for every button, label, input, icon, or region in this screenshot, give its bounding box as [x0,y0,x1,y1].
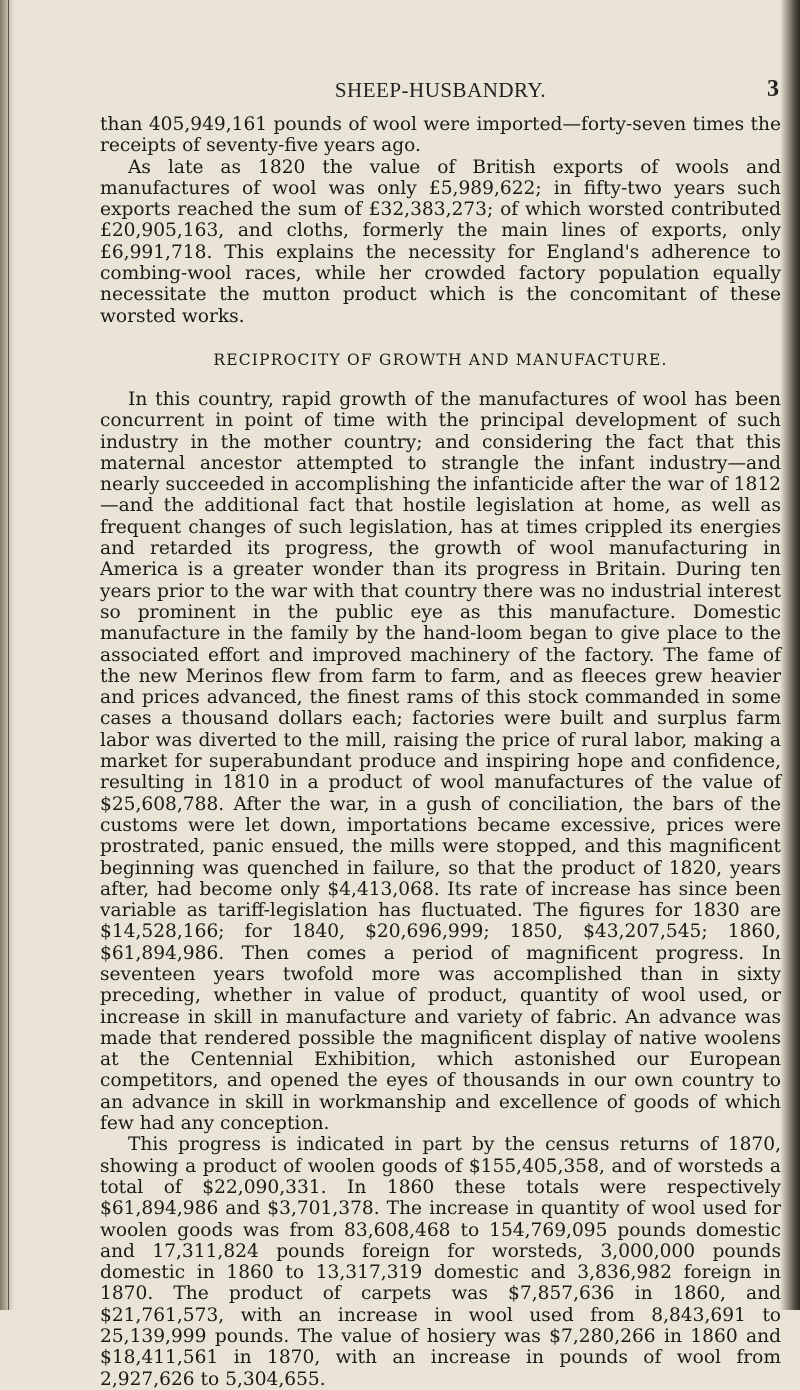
page-right-edge-shadow [780,0,800,1310]
book-page [100,76,781,1390]
paragraph: In this country, rapid growth of the manufactures of wool has been concurrent in point of time with the principal development of such industry in the mother country; and considering the fact that this maternal ancestor attempted to strangle the infant industry—and nearly succeeded in accomplishing the infanticide after the war of 1812—and the additional fact that hostile legislation at home, as well as frequent changes of such legislation, has at times crippled its energies and retarded its progress, the growth of wool manufacturing in America is a greater wonder than its progress in Britain. During ten years prior to the war with that country there was no industrial interest so prominent in the public eye as this manufacture. Domestic manufacture in the family by the hand-loom began to give place to the associated effort and improved machinery of the factory. The fame of the new Merinos flew from farm to farm, and as fleeces grew heavier and prices advanced, the finest rams of this stock commanded in some cases a thousand dollars each; factories were built and surplus farm labor was diverted to the mill, raising the price of rural labor, making a market for superabundant produce and inspiring hope and confidence, resulting in 1810 in a product of wool manufactures of the value of $25,608,788. After the war, in a gush of conciliation, the bars of the customs were let down, importations became excessive, prices were prostrated, panic ensued, the mills were stopped, and this magnificent beginning was quenched in failure, so that the product of 1820, years after, had become only $4,413,068. Its rate of increase has since been variable as tariff-legislation has fluctuated. The figures for 1830 are $14,528,166; for 1840, $20,696,999; 1850, $43,207,545; 1860, $61,894,986. Then comes a period of magnificent progress. In seventeen years twofold more was accomplished than in sixty preceding, whether in value of product, quantity of wool used, or increase in skill in manufacture and variety of fabric. An advance was made that rendered possible the magnificent display of native woolens at the Centennial Exhibition, which astonished our European competitors, and opened the eyes of thousands in our own country to an advance in skill in workmanship and excellence of goods of which few had any conception. [100,388,781,1135]
running-head [100,76,781,110]
paragraph: than 405,949,161 pounds of wool were imported—forty-seven times the receipts of seventy-five years ago. [100,114,781,157]
body-text-top [100,114,781,327]
section-heading: RECIPROCITY OF GROWTH AND MANUFACTURE. [213,350,668,369]
paragraph: As late as 1820 the value of British exports of wools and manufactures of wool was only £5,989,622; in fifty-two years such exports reached the sum of £32,383,273; of which worsted contributed £20,905,163, and cloths, formerly the main lines of exports, only £6,991,718. This explains the necessity for England's adherence to combing-wool races, while her crowded factory population equally necessitate the mutton product which is the concomitant of these worsted works. [100,156,781,327]
body-text-bottom [100,389,781,1390]
running-head-title: SHEEP-HUSBANDRY. [334,78,547,102]
paragraph: This progress is indicated in part by the census returns of 1870, showing a product of woolen goods of $155,405,358, and of worsteds a total of $22,090,331. In 1860 these totals were respectively $61,894,986 and $3,701,378. The increase in quantity of wool used for woolen goods was from 83,608,468 to 154,769,095 pounds domestic and 17,311,824 pounds foreign for worsteds, 3,000,000 pounds domestic in 1860 to 13,317,319 domestic and 3,836,982 foreign in 1870. The product of carpets was $7,857,636 in 1860, and $21,761,573, with an increase in wool used from 8,843,691 to 25,139,999 pounds. The value of hosiery was $7,280,266 in 1860 and $18,411,561 in 1870, with an increase in pounds of wool from 2,927,626 to 5,304,655. [100,1134,781,1390]
binding-gutter-line [8,0,9,1310]
page-left-edge-shadow [0,0,14,1310]
page-number: 3 [767,76,779,102]
